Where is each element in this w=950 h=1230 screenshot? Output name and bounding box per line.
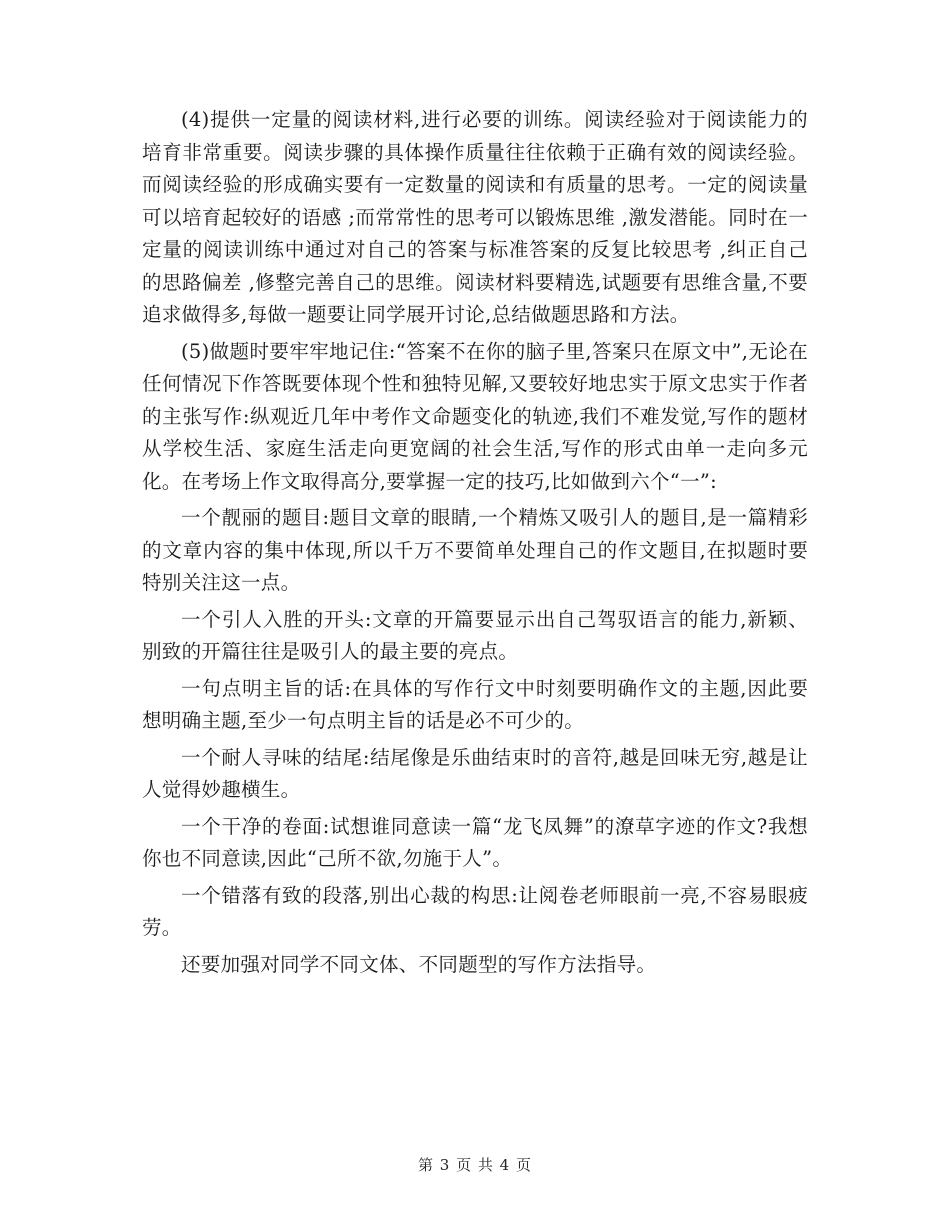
paragraph-opening-tip: 一个引人入胜的开头:文章的开篇要显示出自己驾驭语言的能力,新颖、别致的开篇往往是吸引人的最主要的亮点。 xyxy=(142,607,808,663)
paragraph-writing-guidance: 还要加强对同学不同文体、不同题型的写作方法指导。 xyxy=(181,952,657,976)
paragraph-theme-sentence-tip: 一句点明主旨的话:在具体的写作行文中时刻要明确作文的主题,因此要想明确主题,至少一句点明主旨的话是必不可少的。 xyxy=(142,676,808,732)
paragraph-clean-page-tip: 一个干净的卷面:试想谁同意读一篇“龙飞凤舞”的潦草字迹的作文?我想你也不同意读,因此“己所不欲,勿施于人”。 xyxy=(142,814,808,870)
paragraph-ending-tip: 一个耐人寻味的结尾:结尾像是乐曲结束时的音符,越是回味无穷,越是让人觉得妙趣横生。 xyxy=(142,745,808,801)
paragraph-answer-in-text: (5)做题时要牢牢地记住:“答案不在你的脑子里,答案只在原文中”,无论在任何情况下作答既要体现个性和独特见解,又要较好地忠实于原文忠实于作者的主张写作:纵观近几年中考作文命题变化的轨迹,我们不难发觉,写作的题材从学校生活、家庭生活走向更宽阔的社会生活,写作的形式由单一走向多元化。在考场上作文取得高分,要掌握一定的技巧,比如做到六个“一”: xyxy=(142,339,808,493)
paragraph-reading-materials: (4)提供一定量的阅读材料,进行必要的训练。阅读经验对于阅读能力的培育非常重要。阅读步骤的具体操作质量往往依赖于正确有效的阅读经验。而阅读经验的形成确实要有一定数量的阅读和有质量的思考。一定的阅读量可以培育起较好的语感 ;而常常性的思考可以锻炼思维 ,激发潜能。同时在一定量的阅读训练中通过对自己的答案与标准答案的反复比较思考 ,纠正自己的思路偏差 ,修整完善自己的思维。阅读材料要精选,试题要有思维含量,不要追求做得多,每做一题要让同学展开讨论,总结做题思路和方法。 xyxy=(142,108,808,326)
page-number-footer: 第 3 页 共 4 页 xyxy=(418,1156,532,1174)
document-body xyxy=(142,104,808,985)
paragraph-structure-tip: 一个错落有致的段落,别出心裁的构思:让阅卷老师眼前一亮,不容易眼疲劳。 xyxy=(142,883,808,939)
paragraph-title-tip: 一个靓丽的题目:题目文章的眼睛,一个精炼又吸引人的题目,是一篇精彩的文章内容的集中体现,所以千万不要简单处理自己的作文题目,在拟题时要特别关注这一点。 xyxy=(142,506,808,594)
